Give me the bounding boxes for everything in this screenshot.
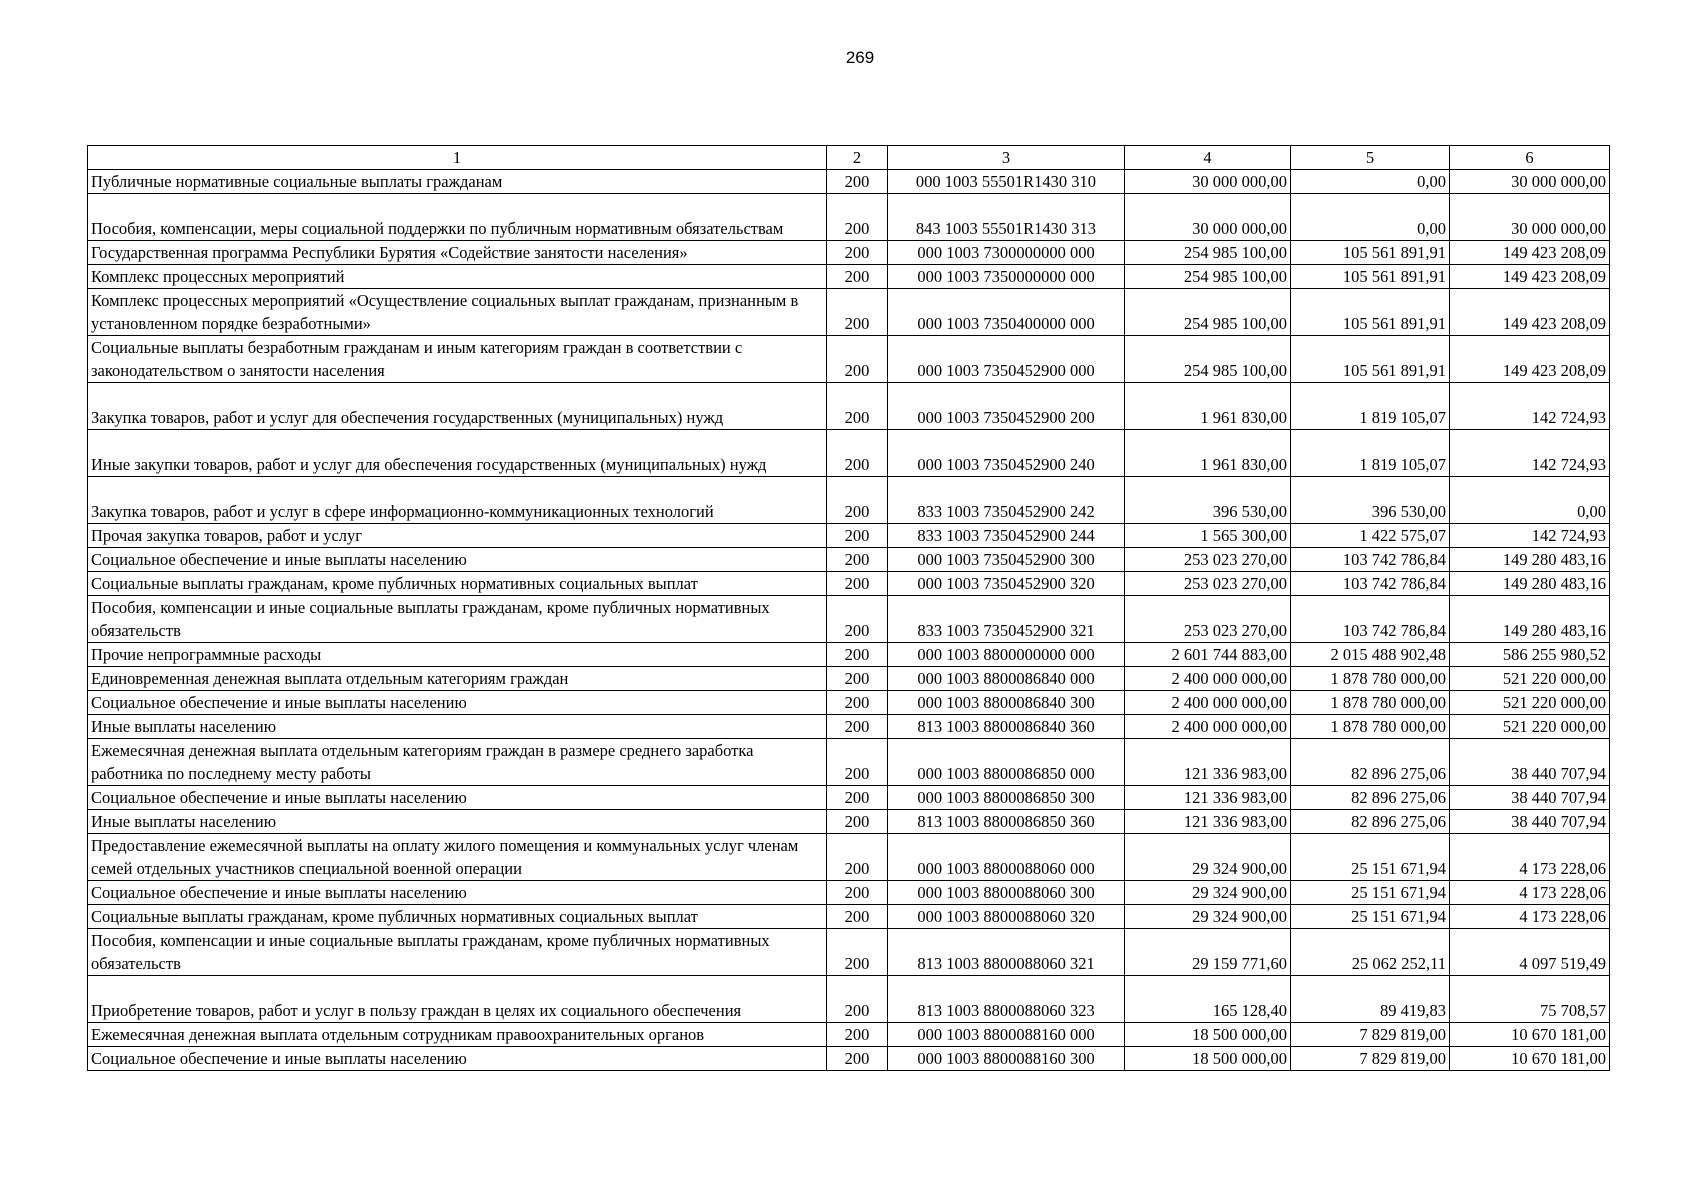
- table-row: [88, 170, 1610, 194]
- table-row: [88, 572, 1610, 596]
- table-row: [88, 383, 1610, 430]
- table-row: [88, 524, 1610, 548]
- line-code: 200: [827, 691, 888, 715]
- header-row: [88, 146, 1610, 170]
- page-number: 269: [845, 48, 875, 67]
- unexecuted-amount: 4 173 228,06: [1450, 881, 1610, 905]
- budget-classification-code: 000 1003 8800086840 000: [888, 667, 1125, 691]
- approved-amount: 29 324 900,00: [1125, 834, 1291, 881]
- unexecuted-amount: 75 708,57: [1450, 976, 1610, 1023]
- budget-classification-code: 833 1003 7350452900 244: [888, 524, 1125, 548]
- expense-name: Социальные выплаты гражданам, кроме публичных нормативных социальных выплат: [88, 905, 827, 929]
- column-header-6: 6: [1450, 146, 1610, 170]
- approved-amount: 254 985 100,00: [1125, 336, 1291, 383]
- budget-classification-code: 000 1003 7300000000 000: [888, 241, 1125, 265]
- budget-classification-code: 000 1003 8800088060 320: [888, 905, 1125, 929]
- budget-classification-code: 000 1003 8800086850 300: [888, 786, 1125, 810]
- unexecuted-amount: 0,00: [1450, 477, 1610, 524]
- approved-amount: 121 336 983,00: [1125, 786, 1291, 810]
- expense-name: Комплекс процессных мероприятий «Осуществление социальных выплат гражданам, признанным в установленном порядке безработными»: [88, 289, 827, 336]
- unexecuted-amount: 521 220 000,00: [1450, 715, 1610, 739]
- expense-name: Государственная программа Республики Бурятия «Содействие занятости населения»: [88, 241, 827, 265]
- table-row: [88, 905, 1610, 929]
- line-code: 200: [827, 572, 888, 596]
- line-code: 200: [827, 170, 888, 194]
- expense-name: Закупка товаров, работ и услуг для обеспечения государственных (муниципальных) нужд: [88, 383, 827, 430]
- approved-amount: 254 985 100,00: [1125, 241, 1291, 265]
- budget-classification-code: 000 1003 7350000000 000: [888, 265, 1125, 289]
- expense-name: Закупка товаров, работ и услуг в сфере информационно-коммуникационных технологий: [88, 477, 827, 524]
- table-row: [88, 477, 1610, 524]
- executed-amount: 25 151 671,94: [1291, 834, 1450, 881]
- unexecuted-amount: 4 097 519,49: [1450, 929, 1610, 976]
- executed-amount: 82 896 275,06: [1291, 810, 1450, 834]
- approved-amount: 29 324 900,00: [1125, 881, 1291, 905]
- expense-name: Пособия, компенсации и иные социальные выплаты гражданам, кроме публичных нормативных обязательств: [88, 929, 827, 976]
- unexecuted-amount: 149 280 483,16: [1450, 596, 1610, 643]
- approved-amount: 29 324 900,00: [1125, 905, 1291, 929]
- approved-amount: 29 159 771,60: [1125, 929, 1291, 976]
- unexecuted-amount: 10 670 181,00: [1450, 1023, 1610, 1047]
- budget-classification-code: 813 1003 8800086840 360: [888, 715, 1125, 739]
- unexecuted-amount: 38 440 707,94: [1450, 810, 1610, 834]
- executed-amount: 396 530,00: [1291, 477, 1450, 524]
- approved-amount: 396 530,00: [1125, 477, 1291, 524]
- budget-classification-code: 813 1003 8800086850 360: [888, 810, 1125, 834]
- approved-amount: 254 985 100,00: [1125, 289, 1291, 336]
- approved-amount: 253 023 270,00: [1125, 548, 1291, 572]
- unexecuted-amount: 30 000 000,00: [1450, 170, 1610, 194]
- column-header-2: 2: [827, 146, 888, 170]
- line-code: 200: [827, 289, 888, 336]
- approved-amount: 121 336 983,00: [1125, 810, 1291, 834]
- budget-classification-code: 813 1003 8800088060 323: [888, 976, 1125, 1023]
- line-code: 200: [827, 241, 888, 265]
- expense-name: Иные выплаты населению: [88, 810, 827, 834]
- table-row: [88, 1023, 1610, 1047]
- approved-amount: 30 000 000,00: [1125, 170, 1291, 194]
- budget-classification-code: 000 1003 7350452900 240: [888, 430, 1125, 477]
- budget-classification-code: 833 1003 7350452900 321: [888, 596, 1125, 643]
- line-code: 200: [827, 881, 888, 905]
- table-row: [88, 1047, 1610, 1071]
- expense-name: Приобретение товаров, работ и услуг в пользу граждан в целях их социального обеспечения: [88, 976, 827, 1023]
- unexecuted-amount: 521 220 000,00: [1450, 667, 1610, 691]
- unexecuted-amount: 521 220 000,00: [1450, 691, 1610, 715]
- line-code: 200: [827, 739, 888, 786]
- approved-amount: 18 500 000,00: [1125, 1047, 1291, 1071]
- unexecuted-amount: 142 724,93: [1450, 430, 1610, 477]
- expense-name: Ежемесячная денежная выплата отдельным категориям граждан в размере среднего заработка работника по последнему месту работы: [88, 739, 827, 786]
- approved-amount: 253 023 270,00: [1125, 572, 1291, 596]
- table-row: [88, 596, 1610, 643]
- unexecuted-amount: 149 280 483,16: [1450, 572, 1610, 596]
- expense-name: Пособия, компенсации и иные социальные выплаты гражданам, кроме публичных нормативных обязательств: [88, 596, 827, 643]
- table-row: [88, 265, 1610, 289]
- expense-name: Иные закупки товаров, работ и услуг для обеспечения государственных (муниципальных) нужд: [88, 430, 827, 477]
- expense-name: Единовременная денежная выплата отдельным категориям граждан: [88, 667, 827, 691]
- unexecuted-amount: 149 423 208,09: [1450, 336, 1610, 383]
- approved-amount: 1 961 830,00: [1125, 430, 1291, 477]
- table-row: [88, 667, 1610, 691]
- expense-name: Социальные выплаты безработным гражданам и иным категориям граждан в соответствии с законодательством о занятости населения: [88, 336, 827, 383]
- column-header-4: 4: [1125, 146, 1291, 170]
- line-code: 200: [827, 596, 888, 643]
- approved-amount: 30 000 000,00: [1125, 194, 1291, 241]
- budget-classification-code: 000 1003 55501R1430 310: [888, 170, 1125, 194]
- unexecuted-amount: 4 173 228,06: [1450, 905, 1610, 929]
- budget-classification-code: 000 1003 8800086840 300: [888, 691, 1125, 715]
- executed-amount: 1 819 105,07: [1291, 383, 1450, 430]
- table-row: [88, 881, 1610, 905]
- line-code: 200: [827, 430, 888, 477]
- expense-name: Пособия, компенсации, меры социальной поддержки по публичным нормативным обязательствам: [88, 194, 827, 241]
- executed-amount: 1 878 780 000,00: [1291, 715, 1450, 739]
- budget-classification-code: 000 1003 8800088160 300: [888, 1047, 1125, 1071]
- expense-name: Социальное обеспечение и иные выплаты населению: [88, 881, 827, 905]
- budget-classification-code: 000 1003 7350452900 200: [888, 383, 1125, 430]
- budget-classification-code: 843 1003 55501R1430 313: [888, 194, 1125, 241]
- column-header-3: 3: [888, 146, 1125, 170]
- table-row: [88, 810, 1610, 834]
- approved-amount: 121 336 983,00: [1125, 739, 1291, 786]
- budget-execution-table: [87, 145, 1610, 1071]
- column-header-1: 1: [88, 146, 827, 170]
- table-row: [88, 643, 1610, 667]
- executed-amount: 105 561 891,91: [1291, 289, 1450, 336]
- approved-amount: 254 985 100,00: [1125, 265, 1291, 289]
- table-row: [88, 548, 1610, 572]
- executed-amount: 105 561 891,91: [1291, 241, 1450, 265]
- unexecuted-amount: 149 423 208,09: [1450, 241, 1610, 265]
- expense-name: Комплекс процессных мероприятий: [88, 265, 827, 289]
- line-code: 200: [827, 715, 888, 739]
- expense-name: Публичные нормативные социальные выплаты гражданам: [88, 170, 827, 194]
- line-code: 200: [827, 265, 888, 289]
- unexecuted-amount: 149 423 208,09: [1450, 265, 1610, 289]
- line-code: 200: [827, 194, 888, 241]
- approved-amount: 1 961 830,00: [1125, 383, 1291, 430]
- executed-amount: 103 742 786,84: [1291, 572, 1450, 596]
- executed-amount: 1 422 575,07: [1291, 524, 1450, 548]
- executed-amount: 1 819 105,07: [1291, 430, 1450, 477]
- budget-classification-code: 813 1003 8800088060 321: [888, 929, 1125, 976]
- line-code: 200: [827, 1047, 888, 1071]
- executed-amount: 7 829 819,00: [1291, 1023, 1450, 1047]
- expense-name: Прочая закупка товаров, работ и услуг: [88, 524, 827, 548]
- line-code: 200: [827, 834, 888, 881]
- approved-amount: 2 400 000 000,00: [1125, 715, 1291, 739]
- table-row: [88, 739, 1610, 786]
- unexecuted-amount: 38 440 707,94: [1450, 786, 1610, 810]
- budget-classification-code: 000 1003 7350452900 300: [888, 548, 1125, 572]
- table-row: [88, 430, 1610, 477]
- expense-name: Социальное обеспечение и иные выплаты населению: [88, 548, 827, 572]
- unexecuted-amount: 38 440 707,94: [1450, 739, 1610, 786]
- budget-classification-code: 000 1003 8800088060 000: [888, 834, 1125, 881]
- budget-classification-code: 000 1003 7350400000 000: [888, 289, 1125, 336]
- executed-amount: 105 561 891,91: [1291, 336, 1450, 383]
- table-row: [88, 336, 1610, 383]
- line-code: 200: [827, 976, 888, 1023]
- executed-amount: 25 151 671,94: [1291, 905, 1450, 929]
- executed-amount: 25 151 671,94: [1291, 881, 1450, 905]
- budget-classification-code: 000 1003 7350452900 000: [888, 336, 1125, 383]
- unexecuted-amount: 149 280 483,16: [1450, 548, 1610, 572]
- line-code: 200: [827, 810, 888, 834]
- line-code: 200: [827, 643, 888, 667]
- expense-name: Прочие непрограммные расходы: [88, 643, 827, 667]
- approved-amount: 1 565 300,00: [1125, 524, 1291, 548]
- line-code: 200: [827, 383, 888, 430]
- expense-name: Социальное обеспечение и иные выплаты населению: [88, 786, 827, 810]
- executed-amount: 1 878 780 000,00: [1291, 667, 1450, 691]
- expense-name: Социальные выплаты гражданам, кроме публичных нормативных социальных выплат: [88, 572, 827, 596]
- line-code: 200: [827, 667, 888, 691]
- table-row: [88, 929, 1610, 976]
- executed-amount: 0,00: [1291, 170, 1450, 194]
- expense-name: Иные выплаты населению: [88, 715, 827, 739]
- table-row: [88, 786, 1610, 810]
- unexecuted-amount: 142 724,93: [1450, 383, 1610, 430]
- table-row: [88, 691, 1610, 715]
- line-code: 200: [827, 524, 888, 548]
- executed-amount: 7 829 819,00: [1291, 1047, 1450, 1071]
- approved-amount: 18 500 000,00: [1125, 1023, 1291, 1047]
- expense-name: Социальное обеспечение и иные выплаты населению: [88, 691, 827, 715]
- column-header-5: 5: [1291, 146, 1450, 170]
- budget-classification-code: 000 1003 8800000000 000: [888, 643, 1125, 667]
- unexecuted-amount: 586 255 980,52: [1450, 643, 1610, 667]
- expense-name: Социальное обеспечение и иные выплаты населению: [88, 1047, 827, 1071]
- unexecuted-amount: 4 173 228,06: [1450, 834, 1610, 881]
- approved-amount: 253 023 270,00: [1125, 596, 1291, 643]
- approved-amount: 2 400 000 000,00: [1125, 667, 1291, 691]
- line-code: 200: [827, 786, 888, 810]
- line-code: 200: [827, 1023, 888, 1047]
- table-row: [88, 976, 1610, 1023]
- line-code: 200: [827, 929, 888, 976]
- table-row: [88, 194, 1610, 241]
- budget-classification-code: 833 1003 7350452900 242: [888, 477, 1125, 524]
- table-row: [88, 241, 1610, 265]
- budget-classification-code: 000 1003 7350452900 320: [888, 572, 1125, 596]
- executed-amount: 1 878 780 000,00: [1291, 691, 1450, 715]
- executed-amount: 25 062 252,11: [1291, 929, 1450, 976]
- line-code: 200: [827, 548, 888, 572]
- executed-amount: 0,00: [1291, 194, 1450, 241]
- table-row: [88, 834, 1610, 881]
- executed-amount: 103 742 786,84: [1291, 596, 1450, 643]
- executed-amount: 105 561 891,91: [1291, 265, 1450, 289]
- executed-amount: 82 896 275,06: [1291, 786, 1450, 810]
- table-row: [88, 715, 1610, 739]
- unexecuted-amount: 149 423 208,09: [1450, 289, 1610, 336]
- unexecuted-amount: 30 000 000,00: [1450, 194, 1610, 241]
- line-code: 200: [827, 905, 888, 929]
- unexecuted-amount: 10 670 181,00: [1450, 1047, 1610, 1071]
- expense-name: Ежемесячная денежная выплата отдельным сотрудникам правоохранительных органов: [88, 1023, 827, 1047]
- budget-classification-code: 000 1003 8800086850 000: [888, 739, 1125, 786]
- executed-amount: 2 015 488 902,48: [1291, 643, 1450, 667]
- table-row: [88, 289, 1610, 336]
- line-code: 200: [827, 336, 888, 383]
- approved-amount: 2 601 744 883,00: [1125, 643, 1291, 667]
- executed-amount: 103 742 786,84: [1291, 548, 1450, 572]
- expense-name: Предоставление ежемесячной выплаты на оплату жилого помещения и коммунальных услуг членам семей отдельных участников специальной военной операции: [88, 834, 827, 881]
- budget-classification-code: 000 1003 8800088060 300: [888, 881, 1125, 905]
- unexecuted-amount: 142 724,93: [1450, 524, 1610, 548]
- budget-classification-code: 000 1003 8800088160 000: [888, 1023, 1125, 1047]
- approved-amount: 165 128,40: [1125, 976, 1291, 1023]
- approved-amount: 2 400 000 000,00: [1125, 691, 1291, 715]
- executed-amount: 89 419,83: [1291, 976, 1450, 1023]
- line-code: 200: [827, 477, 888, 524]
- executed-amount: 82 896 275,06: [1291, 739, 1450, 786]
